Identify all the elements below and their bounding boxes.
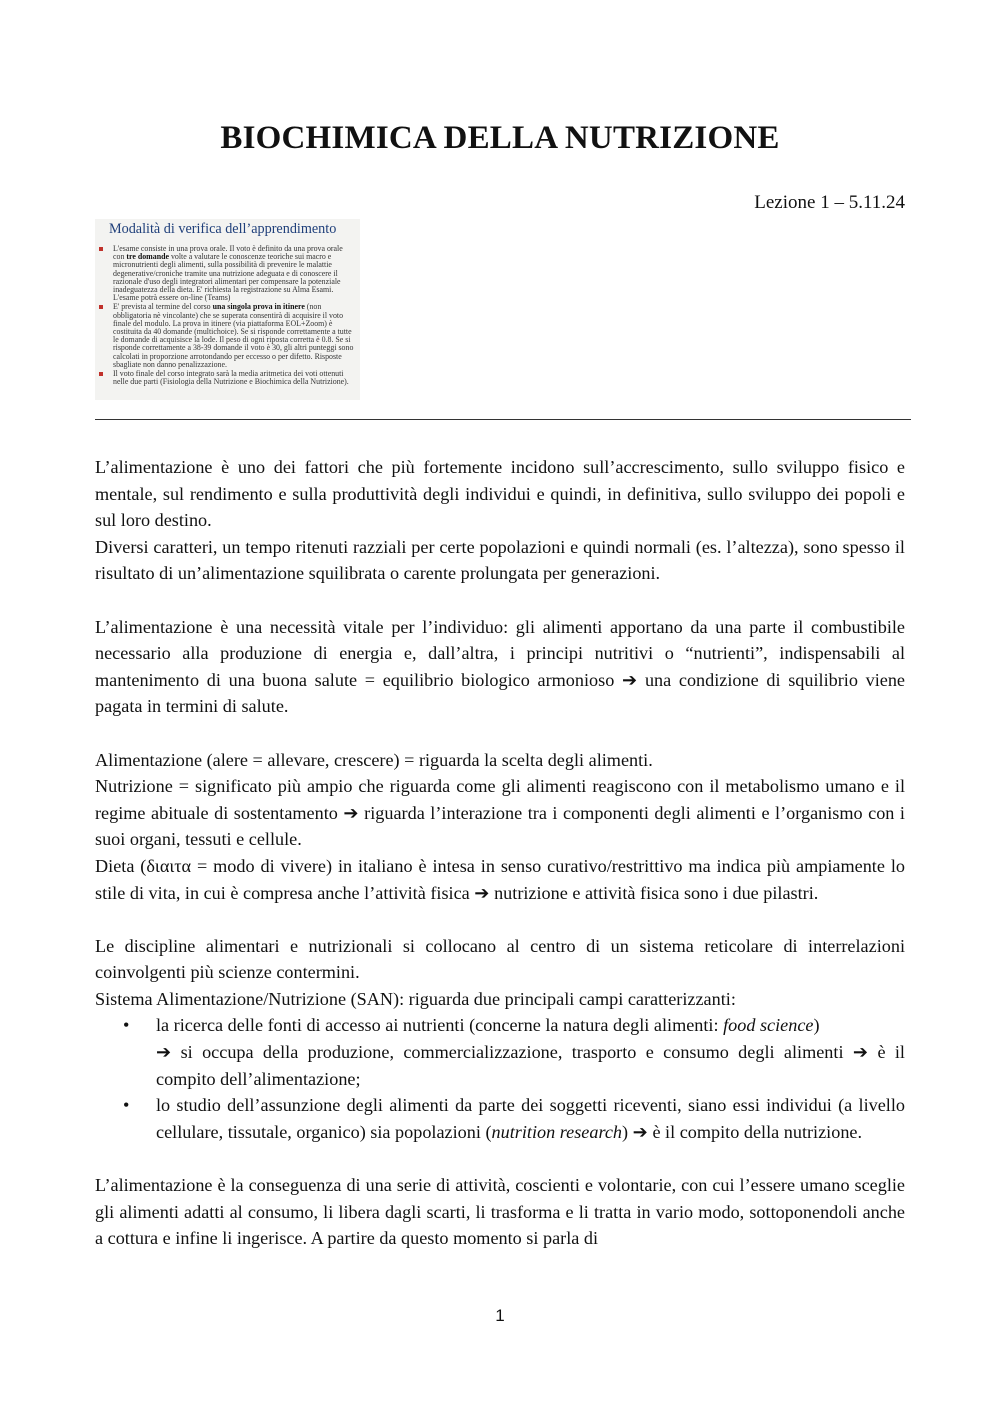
text-span: Dieta (διαιτα = modo di vivere) in italiano è intesa in senso curativo/restrittivo ma indica più ampiamente lo stile di vita, in cui è compresa anche l’attività fisica — [95, 855, 905, 903]
text-span: ) — [622, 1121, 633, 1142]
text-span: una condizione di squilibrio viene pagata in termini di salute. — [95, 669, 906, 717]
text-span: la ricerca delle fonti di accesso ai nutrienti (concerne la natura degli alimenti: — [156, 1015, 724, 1036]
arrow-right-icon: ➔ — [474, 882, 490, 903]
text-span: lo studio dell’assunzione degli alimenti da parte dei soggetti riceventi, siano essi individui (a livello cellulare, tissutale, organico) sia popolazioni ( — [156, 1095, 905, 1142]
paragraph: L’alimentazione è uno dei fattori che più fortemente incidono sull’accrescimento, sullo sviluppo fisico e mentale, sul rendimento e sulla produttività degli individui e quindi, in definitiva, sullo sviluppo dei popoli e sul loro destino. — [95, 457, 905, 531]
bullet-dot-icon: • — [123, 1015, 130, 1036]
paragraph — [95, 853, 905, 906]
text-span: è il compito dell’alimentazione; — [156, 1042, 905, 1089]
italic-text: nutrition research — [491, 1121, 623, 1142]
italic-text: food science — [723, 1015, 814, 1036]
list-item — [95, 1012, 905, 1092]
slide-bullet — [97, 303, 356, 369]
list-item — [95, 1092, 905, 1145]
text-span: è il compito della nutrizione. — [647, 1121, 863, 1142]
slide-text: L'esame consiste in una prova orale. Il voto è definito da una prova orale con — [113, 244, 343, 262]
slide-text: (non obbligatoria nè vincolante) che se superata consentirà di acquisire il voto finale del modulo. La prova in itinere (via piattaforma EOL+Zoom) è costituita da 40 domande (multichoice). Se si risponde correttamente a tutte le domande di acquisisce la lode. Il peso di ogni riposta corretta è 0.8. Se si risponde correttamente a 38-39 domande il voto è 30, gli altri punteggi sono calcolati in proporzione arrotondando per eccesso o per difetto. Risposte sbagliate non danno penalizzazione. — [113, 302, 354, 369]
paragraph: Sistema Alimentazione/Nutrizione (SAN): riguarda due principali campi caratterizzanti: — [95, 988, 736, 1009]
paragraph: Diversi caratteri, un tempo ritenuti razziali per certe popolazioni e quindi normali (es. l’altezza), sono spesso il risultato di un’alimentazione squilibrata o carente prolungata per generazioni. — [95, 536, 905, 584]
arrow-right-icon: ➔ — [852, 1042, 869, 1063]
slide-bold-text: tre domande — [126, 252, 169, 262]
horizontal-divider — [95, 419, 911, 420]
bullet-square-icon — [99, 372, 103, 376]
slide-title: Modalità di verifica dell’apprendimento — [109, 221, 337, 237]
bullet-dot-icon: • — [123, 1095, 130, 1116]
body-text — [95, 454, 905, 1252]
bullet-square-icon — [99, 305, 103, 309]
text-span: riguarda l’interazione tra i componenti degli alimenti e l’organismo con i suoi organi, tessuti e cellule. — [95, 802, 905, 850]
arrow-right-icon: ➔ — [156, 1042, 172, 1063]
page-number: 1 — [495, 1306, 505, 1325]
paragraph — [95, 614, 905, 720]
text-span: L’alimentazione è una necessità vitale per l’individuo: gli alimenti apportano da una parte il combustibile necessario alla produzione di energia e, dall’altra, i principi nutritivi o “nutrienti”, indispensabili al mantenimento di una buona salute = equilibrio biologico armonioso — [95, 616, 905, 690]
bullet-list — [95, 1012, 905, 1145]
slide-bullet — [97, 245, 356, 302]
slide-bold-text: una singola prova in itinere — [212, 302, 305, 312]
slide-text: Il voto finale del corso integrato sarà la media aritmetica dei voti ottenuti nelle due parti (Fisiologia della Nutrizione e Biochimica della Nutrizione). — [113, 369, 349, 387]
arrow-right-icon: ➔ — [622, 669, 638, 690]
paragraph: L’alimentazione è la conseguenza di una serie di attività, coscienti e volontarie, con cui l’essere umano sceglie gli alimenti adatti al consumo, li libera dagli scarti, li trasforma e li tratta in vario modo, sottoponendoli anche a cottura e infine li ingerisce. A partire da questo momento si parla di — [95, 1175, 905, 1249]
slide-text: E' prevista al termine del corso — [113, 302, 213, 312]
text-span: ) — [813, 1015, 820, 1036]
paragraph: Alimentazione (alere = allevare, crescere) = riguarda la scelta degli alimenti. — [95, 749, 653, 770]
text-span: nutrizione e attività fisica sono i due pilastri. — [489, 882, 819, 903]
slide-text: volte a valutare le conoscenze teoriche sui macro e micronutrienti degli alimenti, sulla possibilità di prevenire le malattie degenerative/croniche tramite una nutrizione adeguata e di conoscere il razionale d'uso degli integratori alimentari per compensare la potenziale inadeguatezza della dieta. E' richiesta la registrazione su Alma Esami. L'esame potrà essere on-line (Teams) — [113, 252, 341, 303]
paragraph — [95, 773, 905, 853]
arrow-right-icon: ➔ — [343, 802, 359, 823]
slide-image — [95, 219, 360, 400]
slide-bullet — [97, 370, 356, 386]
document-title: BIOCHIMICA DELLA NUTRIZIONE — [220, 120, 780, 156]
paragraph: Le discipline alimentari e nutrizionali si collocano al centro di un sistema reticolare di interrelazioni coinvolgenti più scienze contermini. — [95, 935, 905, 983]
text-span: Nutrizione = significato più ampio che riguarda come gli alimenti reagiscono con il metabolismo umano e il regime abituale di sostentamento — [95, 776, 905, 823]
bullet-square-icon — [99, 247, 103, 251]
arrow-right-icon: ➔ — [632, 1121, 648, 1142]
lesson-date: Lezione 1 – 5.11.24 — [754, 192, 905, 213]
slide-bullet-list — [97, 245, 356, 386]
text-span: si occupa della produzione, commercializzazione, trasporto e consumo degli alimenti — [171, 1042, 853, 1063]
